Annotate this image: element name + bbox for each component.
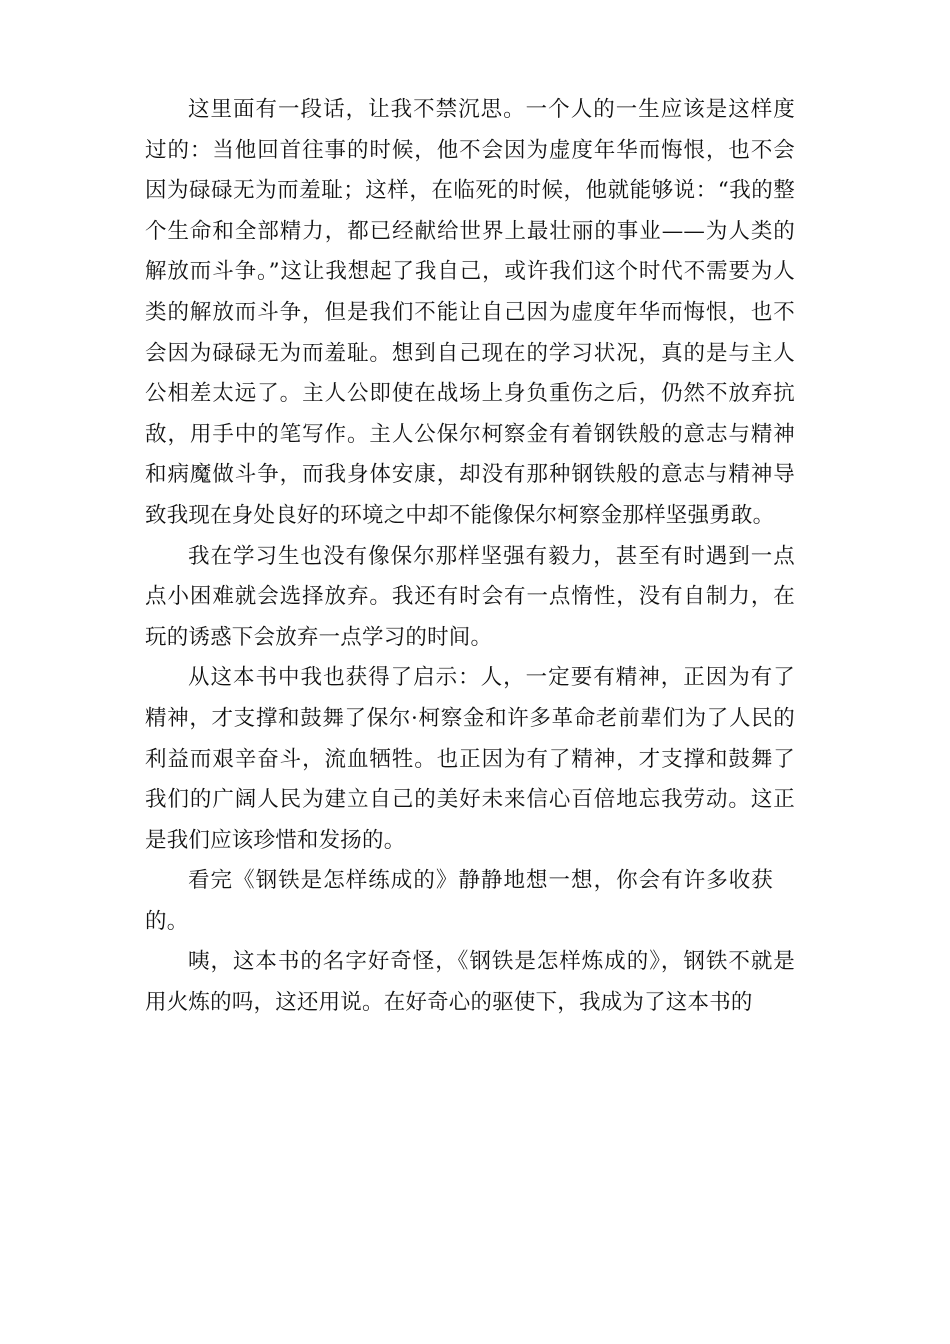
- paragraph-5: 咦，这本书的名字好奇怪，《钢铁是怎样炼成的》，钢铁不就是用火炼的吗，这还用说。在好奇心的驱使下，我成为了这本书的: [145, 949, 795, 1016]
- paragraph-1: 这里面有一段话，让我不禁沉思。一个人的一生应该是这样度过的：当他回首往事的时候，他不会因为虚度年华而悔恨，也不会因为碌碌无为而羞耻；这样，在临死的时候，他就能够说：“我的整个生命和全部精力，都已经献给世界上最壮丽的事业——为人类的解放而斗争。”这让我想起了我自己，或许我们这个时代不需要为人类的解放而斗争，但是我们不能让自己因为虚度年华而悔恨，也不会因为碌碌无为而羞耻。想到自己现在的学习状况，真的是与主人公相差太远了。主人公即使在战场上身负重伤之后，仍然不放弃抗敌，用手中的笔写作。主人公保尔柯察金有着钢铁般的意志与精神和病魔做斗争，而我身体安康，却没有那种钢铁般的意志与精神导致我现在身处良好的环境之中却不能像保尔柯察金那样坚强勇敢。: [145, 97, 795, 528]
- paragraph-3: 从这本书中我也获得了启示：人，一定要有精神，正因为有了精神，才支撑和鼓舞了保尔·柯察金和许多革命老前辈们为了人民的利益而艰辛奋斗，流血牺牲。也正因为有了精神，才支撑和鼓舞了我们的广阔人民为建立自己的美好未来信心百倍地忘我劳动。这正是我们应该珍惜和发扬的。: [145, 665, 795, 853]
- document-body: [145, 90, 795, 1024]
- paragraph-2: 我在学习生也没有像保尔那样坚强有毅力，甚至有时遇到一点点小困难就会选择放弃。我还有时会有一点惰性，没有自制力，在玩的诱惑下会放弃一点学习的时间。: [145, 543, 795, 650]
- paragraph-4: 看完《钢铁是怎样练成的》静静地想一想，你会有许多收获的。: [145, 868, 773, 934]
